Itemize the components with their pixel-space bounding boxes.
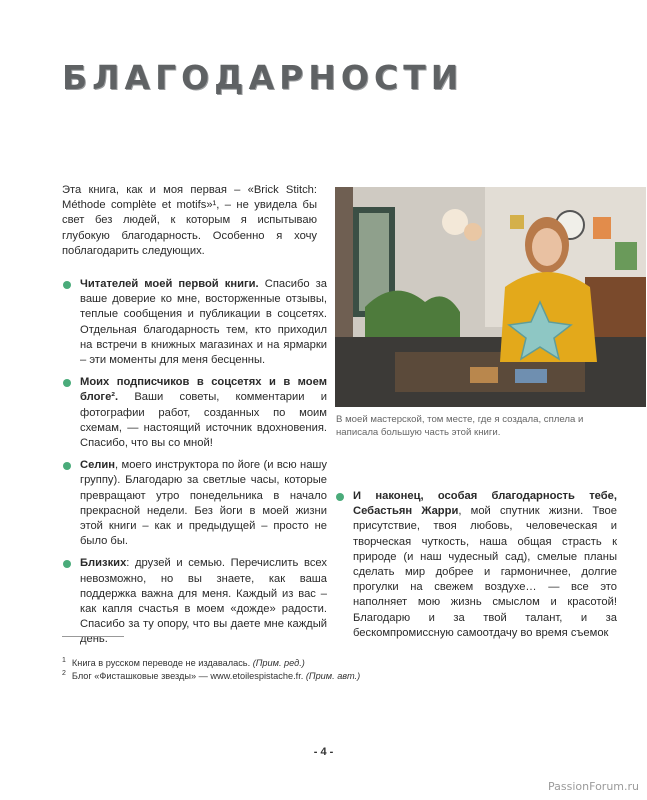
footnote-divider	[62, 636, 124, 637]
footnote-2	[62, 668, 360, 682]
list-item-heading: Близких	[80, 557, 127, 570]
footnote-number: 2	[62, 670, 66, 677]
list-item	[335, 489, 617, 641]
page-title: БЛАГОДАРНОСТИ	[62, 58, 464, 97]
list-item	[62, 277, 327, 368]
footnote-text: Блог «Фисташковые звезды» — www.etoilespistache.fr.	[71, 671, 306, 682]
list-item-heading: Читателей моей первой книги.	[80, 278, 259, 290]
bullet-icon	[336, 493, 344, 501]
bullet-icon	[63, 281, 71, 289]
list-item-text: , моего инструктора по йоге (и всю нашу группу). Благодарю за светлые часы, которые превращают утро понедельника в начало прекрасной недели. Без йоги в моей жизни этой книги – как и предыдущей – просто не было бы.	[80, 459, 327, 548]
workshop-photo	[335, 187, 646, 407]
photo-caption: В моей мастерской, том месте, где я создала, сплела и написала большую часть этой книги.	[336, 414, 584, 438]
footnote-note: (Прим. ред.)	[252, 658, 305, 669]
list-item-heading: Селин	[80, 459, 116, 472]
list-item-text: Ваши советы, комментарии и фотографии работ, созданных по моим схемам, — настоящий источник вдохновения. Спасибо, что вы со мной!	[80, 391, 327, 450]
bullet-icon	[63, 560, 71, 568]
list-item-heading: Моих подписчиков в соцсетях и в моем блоге².	[80, 376, 327, 404]
list-item-text: Спасибо за ваше доверие ко мне, восторженные отзывы, теплые сообщения и публикации в соцсетях. Отдельная благодарность тем, кто приходил на встречи в книжных магазинах и на ярмарки – эти моменты для меня бесценны.	[80, 278, 328, 367]
list-item	[62, 458, 327, 549]
intro-paragraph: Эта книга, как и моя первая – «Brick Stitch: Méthode complète et motifs»¹, – не увидела бы свет без людей, к которым я испытываю глубокую благодарность. Особенно я хочу поблагодарить следующих.	[62, 184, 317, 257]
list-item-text: : друзей и семью. Перечислить всех невозможно, но вы знаете, как ваша поддержка важна для меня. Каждый из вас – как капля счастья в моем «дождe» радости. Спасибо за ту опору, что вы даете мне каждый день.	[80, 557, 327, 646]
footnote-1	[62, 655, 305, 669]
watermark: PassionForum.ru	[548, 780, 639, 793]
acknowledgements-list-continued	[335, 489, 617, 641]
list-item	[62, 556, 327, 647]
bullet-icon	[63, 462, 71, 470]
footnote-note: (Прим. авт.)	[305, 671, 361, 682]
list-item	[62, 375, 327, 451]
list-item-heading: И наконец, особая благодарность тебе, Себастьян Жарри	[353, 490, 617, 518]
page-number: - 4 -	[313, 746, 334, 758]
footnote-number: 1	[62, 657, 66, 664]
acknowledgements-list	[62, 277, 327, 655]
list-item-text: , мой спутник жизни. Твое присутствие, твоя любовь, человеческая и творческая чуткость, наша общая страсть к природе (и наш чудесный сад), смелые планы сделать мир добрее и гармоничнее, долгие прогулки на свежем воздухе… — все это наполняет мою жизнь смыслом и красотой! Благодарю и за твой талант, и за бескомпромиссную самоотдачу во время съемок	[353, 505, 617, 639]
footnote-text: Книга в русском переводе не издавалась.	[71, 658, 253, 669]
workshop-photo-illustration	[335, 187, 646, 407]
bullet-icon	[63, 379, 71, 387]
